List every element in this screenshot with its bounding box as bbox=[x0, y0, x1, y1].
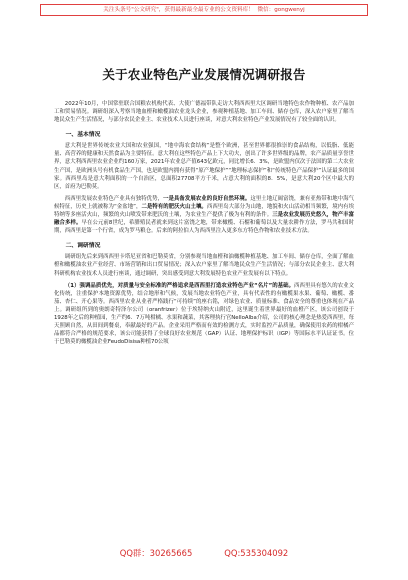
basic-paragraph-1: 意大利是世界传统农业大国和农业强国，“地中海农食结构”是整个欧洲，甚至世界都很推崇的食品结构，以低脂、低能量、高营养的健康和天然食品为主要特征。意大利在这些特色产品上下大功夫，创出了许多世界级的品牌，农产品质量享誉世界，意大利西西里农业企业约160万家，2021年农业总产值643亿欧元，同比增长6．3%，是欧盟内仅次于法国的第二大农业生产国，是欧洲头号有机食品生产国，也是欧盟内拥有获得“原产地保护”“地理标志保护”和“传统特色产品保护”认证最多的国家。西西里岛是意大利面积的一个自治区，总面积27708平方千米，占意大利的面积的8．5%，是意大利20个区中最大的区，首府为巴勒莫。 bbox=[54, 143, 354, 190]
p2-text-a: 西西里发展农业特色产业具有独特优势， bbox=[64, 195, 164, 202]
intro-paragraph: 2022年10月，中国常驻联合国粮农机构代表、大使广德福带队走访大利西西里大区调研当地特色农作物种植、农产品加工和贸易情况。调研组深入考察当地血橙和橄榄油农业龙头企业，参观种植基地、加工车间、储存仓库，深入农户家里了解当地民众生产生活情况，与部分农民企业主、农业技术人员进行座谈，对意大利农业特色产业发展情况有了较全面的认识。 bbox=[54, 101, 354, 124]
qq-text: QQ:535304092 bbox=[224, 548, 289, 558]
p2-text-g: 早在公元前8世纪，希腊殖民者就来到这片富饶之地，带来橄榄、石榴和葡萄以及大量农耕作方法，罗马共和国时期，西西里是第一个行省，成为罗马粮仓。后来的阿拉伯人为西西里注入更多东方特色作物和农业技术方法。 bbox=[54, 220, 354, 235]
research-point-1: （1）强调品质优先，对质量与安全标准的严格追求是西西里打造农业特色产业“名片”的基础。 bbox=[64, 282, 295, 289]
banner-wechat: 微信：gongwenyj bbox=[257, 7, 305, 13]
p2-point-2: 二是特有的肥沃火山土壤。 bbox=[141, 203, 207, 210]
research-paragraph-1: 调研组先后来到西西里卡塔尼亚省和巴勒莫省，分别参观当地血橙和油橄榄种植基地、加工车间、储存仓库，全面了解血橙和橄榄油农业产业经营、市场营销和出口贸易情况；深入农户家里了解当地民众生产生活情况；与部分农民企业主、意大利科研机构农业技术人员进行座谈，通过调研，突出感受到意大利发展特色农业产业发展有以下特点。 bbox=[54, 254, 354, 277]
p2-point-3: 三是农业发展历史悠久，物产丰富融合多样。 bbox=[54, 212, 354, 227]
document-title: 关于农业特色产业发展情况调研报告 bbox=[102, 67, 306, 82]
qq-group-text: QQ群：30265665 bbox=[119, 548, 193, 558]
banner-text: 关注头条号"公文研究"，获得最新最全最专业的公文资料库！ bbox=[103, 7, 254, 13]
contact-footer bbox=[0, 547, 408, 559]
basic-paragraph-2 bbox=[54, 195, 354, 235]
section-heading-basic: 一、基本情况 bbox=[65, 132, 101, 139]
document-body bbox=[54, 100, 354, 350]
p2-text-e: 西西里岛大部分为山地，地貌和火山活动相当频繁，境内有埃特纳等多座活火山，频繁的火山喷发带来肥沃的土壤，为农业生产提供了极为有利的条件。 bbox=[54, 203, 354, 219]
p2-text-c: 这里土地辽阔富饶，兼有亚热带和地中海气候特征，历史上就被称为“金盆地”， bbox=[54, 195, 354, 210]
promo-banner bbox=[40, 4, 368, 16]
research-paragraph-2 bbox=[54, 282, 354, 347]
research-text-2: 西西里具有悠久的农业文化传统，注重保护本地资源优势，结合地形和气候，发展当地农业特色产业，具有代表性的有橄榄果水果、葡萄、橄榄、番茄、杏仁、开心果等。西西里农业从业者严格践行“可持续”的座右铭，对绿色农业、质量标准、食品安全的尊重也体现在产品上。调研组所到的奥朗奇特泽尔公司（oranfrizer）位于埃特纳火山附近，这里诞生着世界最好的血橙产区，该公司创设于1928年之后的种植园，生产约6．7万吨柑橘、水果和蔬菜，其客理执行官NelloAlba介绍，公司的核心理念是热爱西西里，每天照顾自然，从田间到餐桌，奉献最好的产品。企业采用严格而有效的检测方式，实时监控产品质量，确保使用农药的柑橘产品都符合严格的规范要求，该公司能获得了全球良好农业规范（GAP）认证、地理保护标识（IGP）等国际水平认证证书。位于巴勒莫的橄榄油企业FeudoDisisa种植70公顷 bbox=[54, 282, 354, 346]
section-heading-research: 二、调研情况 bbox=[65, 243, 101, 250]
p2-point-1: 一是具备发展农业的良好自然环境。 bbox=[163, 195, 251, 202]
